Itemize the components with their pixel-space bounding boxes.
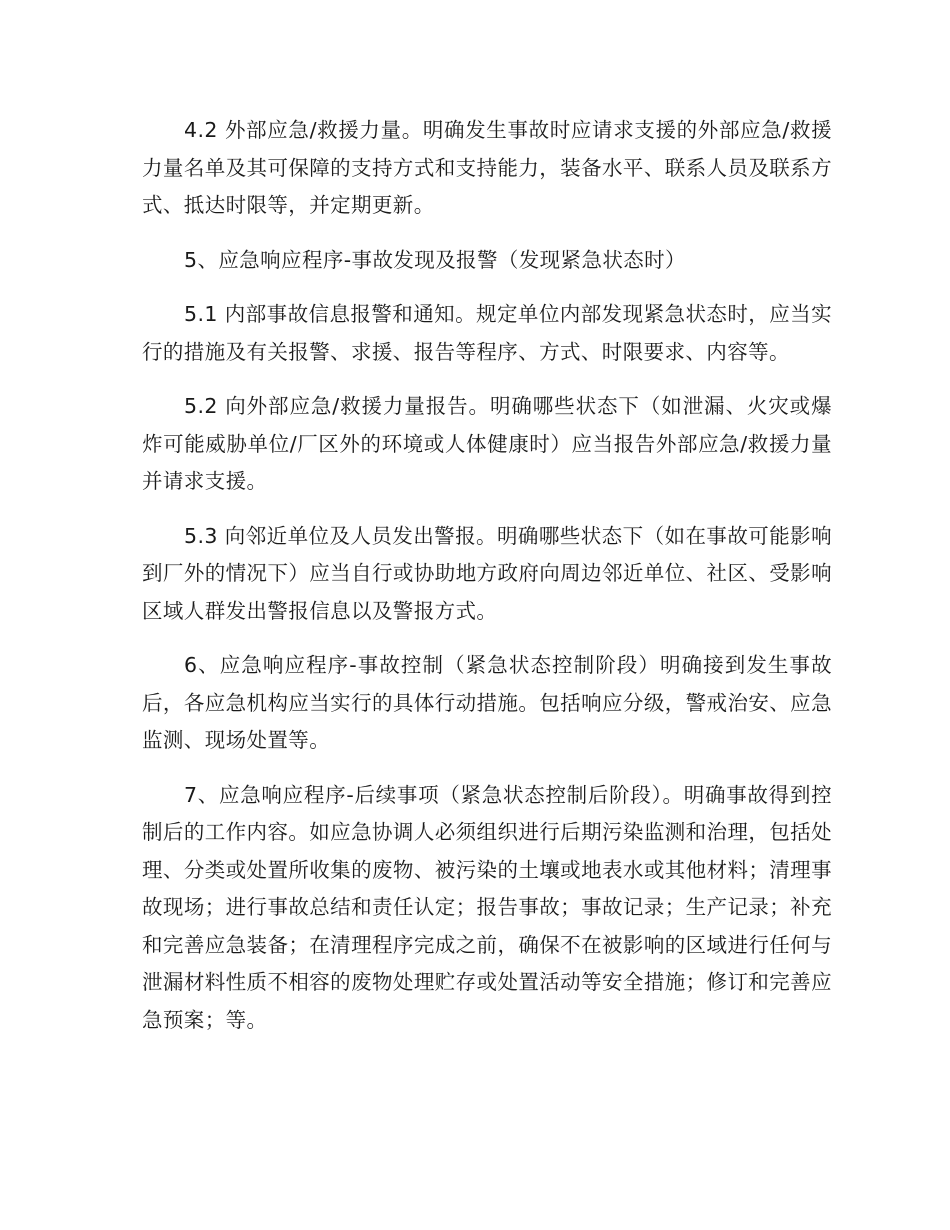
paragraph-5-1: 5.1 内部事故信息报警和通知。规定单位内部发现紧急状态时，应当实行的措施及有关报警、求援、报告等程序、方式、时限要求、内容等。 [142,302,832,364]
paragraph-5-heading: 5、应急响应程序-事故发现及报警（发现紧急状态时） [184,247,686,272]
document-body [142,112,832,1056]
paragraph-6: 6、应急响应程序-事故控制（紧急状态控制阶段）明确接到发生事故后，各应急机构应当实行的具体行动措施。包括响应分级，警戒治安、应急监测、现场处置等。 [142,653,832,752]
paragraph-5-3: 5.3 向邻近单位及人员发出警报。明确哪些状态下（如在事故可能影响到厂外的情况下）应当自行或协助地方政府向周边邻近单位、社区、受影响区域人群发出警报信息以及警报方式。 [142,523,832,623]
paragraph-7: 7、应急响应程序-后续事项（紧急状态控制后阶段）。明确事故得到控制后的工作内容。如应急协调人必须组织进行后期污染监测和治理，包括处理、分类或处置所收集的废物、被污染的土壤或地表水或其他材料；清理事故现场；进行事故总结和责任认定；报告事故；事故记录；生产记录；补充和完善应急装备；在清理程序完成之前，确保不在被影响的区域进行任何与泄漏材料性质不相容的废物处理贮存或处置活动等安全措施；修订和完善应急预案；等。 [142,782,832,1032]
paragraph-5-2: 5.2 向外部应急/救援力量报告。明确哪些状态下（如泄漏、火灾或爆炸可能威胁单位/厂区外的环境或人体健康时）应当报告外部应急/救援力量并请求支援。 [142,394,832,493]
paragraph-4-2: 4.2 外部应急/救援力量。明确发生事故时应请求支援的外部应急/救援力量名单及其可保障的支持方式和支持能力，装备水平、联系人员及联系方式、抵达时限等，并定期更新。 [142,118,832,217]
